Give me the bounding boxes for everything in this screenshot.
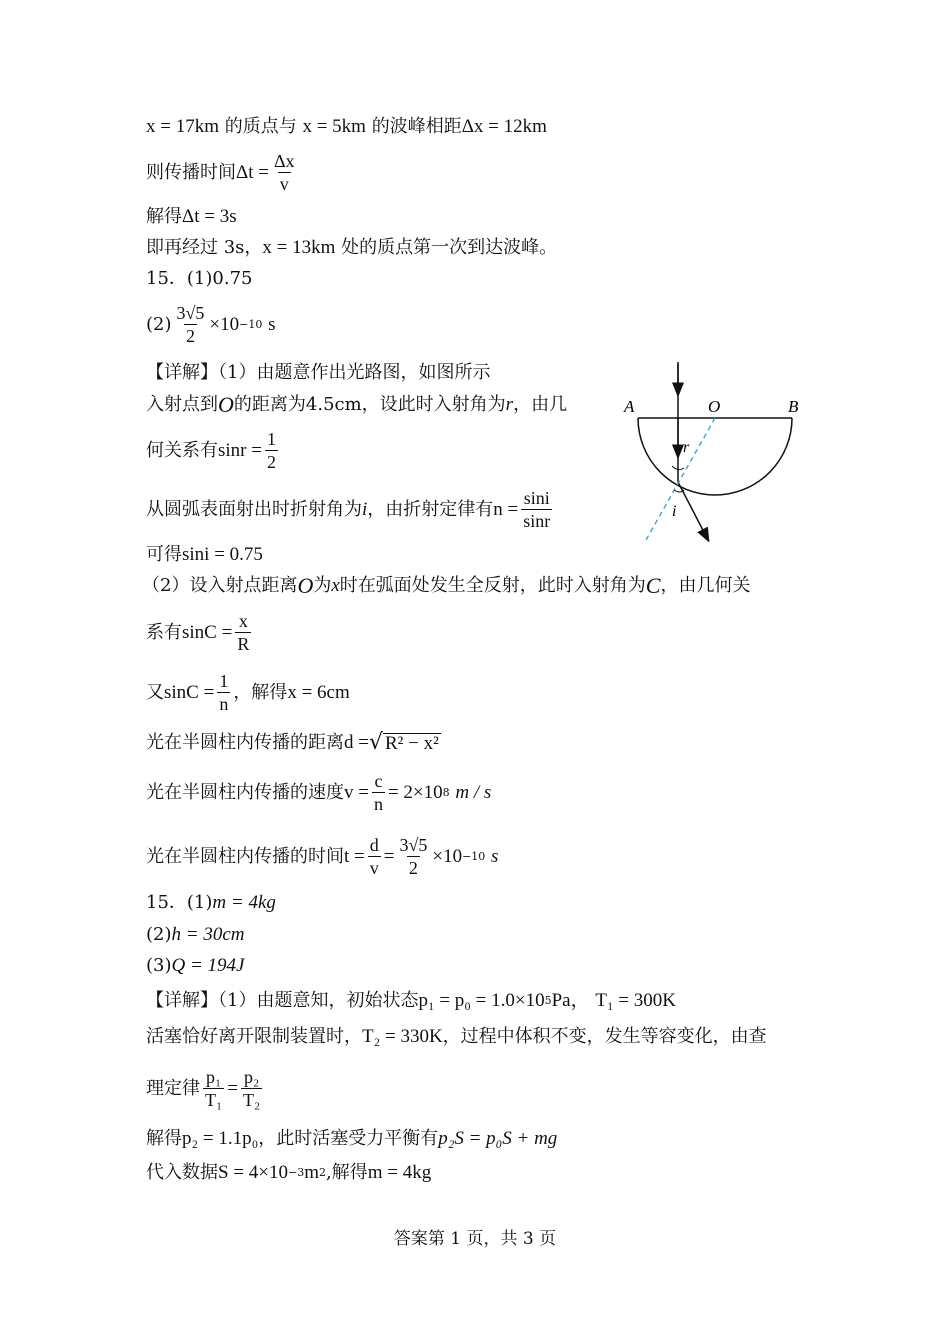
line-12: （2）设入射点距离 O 为 x 时在弧面处发生全反射，此时入射角为 C ，由几何关 [142,573,751,598]
line-7: 【详解】（1）由题意作出光路图，如图所示 [146,362,491,383]
fraction: $\frac{c}{n}$ [373,771,383,814]
normal-line [646,418,715,540]
line-19: (2) h = 30cm [146,924,245,945]
page-footer: 答案第 1 页，共 3 页 [393,1229,557,1249]
fraction: $\frac{3√5}{2}$ [176,303,205,346]
line-6: (2) $\frac{3√5}{2}$ ×10 −10 s [146,303,276,346]
line-5: 15．(1)0.75 [146,268,253,289]
semicircle-arc [638,418,792,495]
line-17: 光在半圆柱内传播的时间 t = $\frac{d}{v}$ = $\frac{3√5}{2}$ ×10 −10 s [146,835,499,878]
square-root: √ R² − x² [368,730,439,755]
line-21: 【详解】（1）由题意知，初始状态 p₁ = p₀ = 1.0×10 5 Pa， T₁ = 300K [146,990,677,1011]
line-3: 解得 Δt = 3s [146,206,237,227]
line-9: 何关系有 sinr = $\frac{1}{2}$ [146,429,276,472]
label-B: B [788,397,799,416]
line-4: 即再经过 3s， x = 13km 处的质点第一次到达波峰。 [146,237,558,258]
refracted-ray [678,482,706,536]
label-A: A [624,397,635,416]
line-24: 解得 p₂ = 1.1p₀ ，此时活塞受力平衡有 p₂S = p₀S + mg [146,1128,558,1149]
label-O: O [708,397,721,416]
semicircle-light-path-diagram [622,360,812,542]
label-r: r [683,439,690,456]
line-22: 活塞恰好离开限制装置时， T₂ = 330K ，过程中体积不变，发生等容变化，由查 [146,1026,767,1047]
line-16: 光在半圆柱内传播的速度 v = $\frac{c}{n}$ = 2×10 8 m / s [146,771,492,814]
fraction: $\frac{\Delta x}{v}$ [273,151,295,194]
line-25: 代入数据 S = 4×10 −3 m 2 ,解得 m = 4kg [146,1162,432,1183]
fraction: $\frac{\text{p₁}}{\text{T₁}}$ [205,1067,223,1110]
line-1: x = 17km 的质点与 x = 5km 的波峰相距 Δx = 12km [146,116,547,137]
fraction: $\frac{d}{v}$ [369,835,379,878]
line-13: 系有 sinC = $\frac{x}{R}$ [146,611,250,654]
fraction: $\frac{1}{n}$ [219,671,229,714]
line-8: 入射点到 O 的距离为4.5cm，设此时入射角为 r ，由几 [146,392,568,417]
fraction: $\frac{\text{p₂}}{\text{T₂}}$ [243,1067,261,1110]
line-18: 15．(1) m = 4kg [146,892,276,913]
fraction: $\frac{\sin i}{\sin r}$ [523,488,551,531]
fraction: $\frac{1}{2}$ [266,429,276,472]
line-23: 理定律 $\frac{\text{p₁}}{\text{T₁}}$ = $\frac{\text{p₂}}{\text{T₂}}$ [146,1067,261,1110]
label-i: i [672,503,677,520]
line-11: 可得 sini = 0.75 [146,544,263,565]
line-14: 又 sinC = $\frac{1}{n}$ ，解得 x = 6cm [146,671,350,714]
line-15: 光在半圆柱内传播的距离 d = √ R² − x² [146,730,439,755]
fraction: $\frac{3√5}{2}$ [399,835,428,878]
line-10: 从圆弧表面射出时折射角为 i ，由折射定律有 n = $\frac{\sin i}{\sin r}$ [146,488,551,531]
line-20: (3) Q = 194J [146,955,245,976]
line-2: 则传播时间 Δt = $\frac{\Delta x}{v}$ [146,151,295,194]
fraction: $\frac{x}{R}$ [237,611,250,654]
